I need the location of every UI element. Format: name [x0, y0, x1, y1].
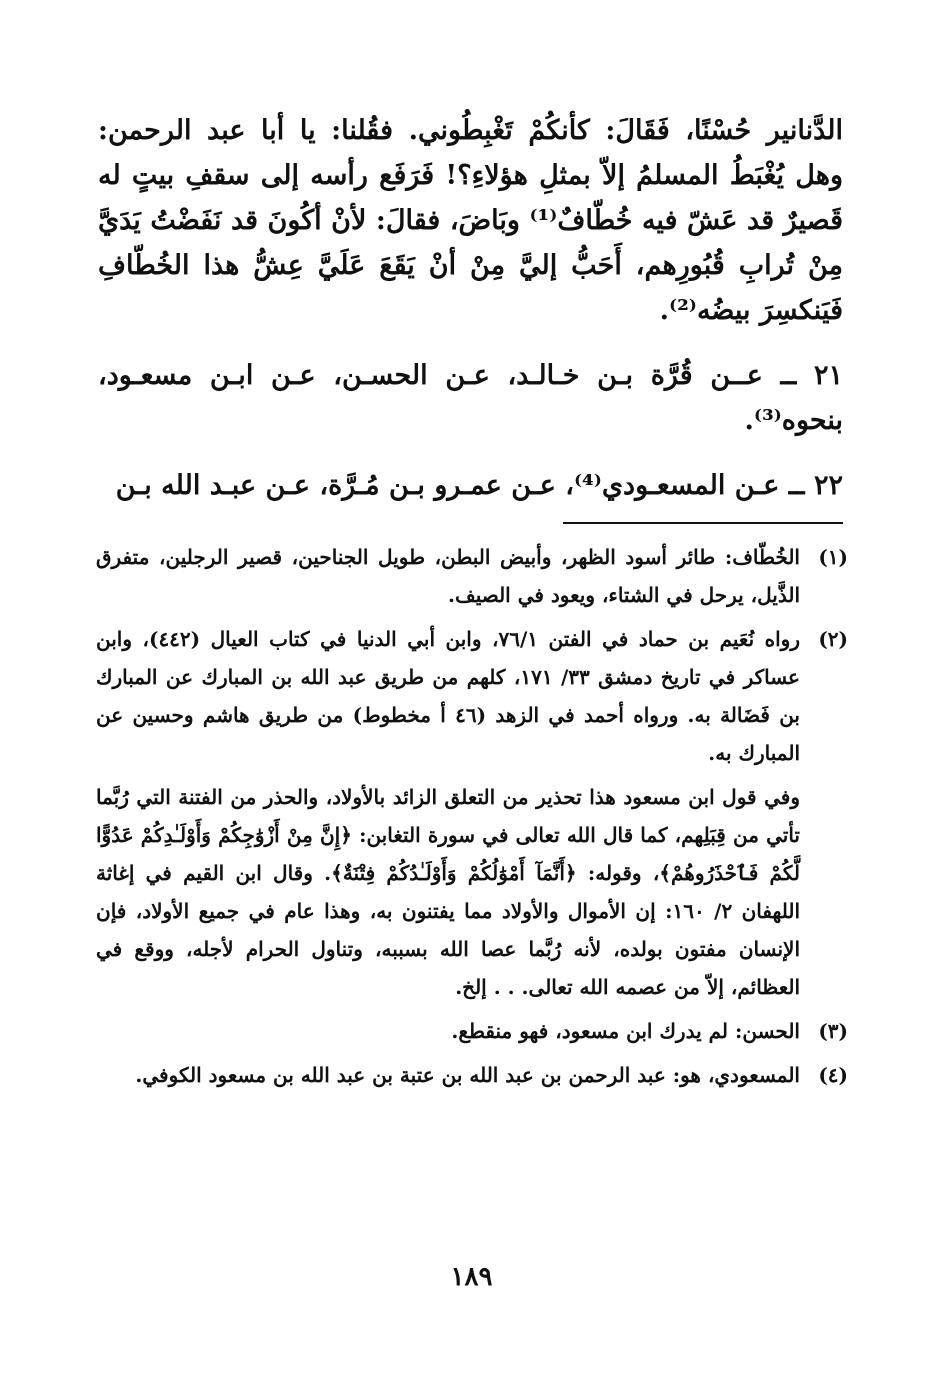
footnote-text: المسعودي، هو: عبد الرحمن بن عبد الله بن عتبة بن عبد الله بن مسعود الكوفي.	[135, 1063, 800, 1087]
footnote-2-continuation: وفي قول ابن مسعود هذا تحذير من التعلق الزائد بالأولاد، والحذر من الفتنة التي رُبَّما تأتي من قِبَلِهم، كما قال الله تعالى في سورة التغابن: ﴿إِنَّ مِنْ أَزْوَٰجِكُمْ وَأَوْلَـٰدِكُمْ عَدُوًّا لَّكُمْ فَٱحْذَرُوهُمْ﴾، وقوله: ﴿أَنَّمَآ أَمْوَٰلُكُمْ وَأَوْلَـٰدُكُمْ فِتْنَةٌ﴾. وقال ابن القيم في إغاثة اللهفان ٢/ ١٦٠: إن الأموال والأولاد مما يفتنون به، وهذا عام في جميع الأولاد، فإن الإنسان مفتون بولده، لأنه رُبَّما عصا الله بسببه، وتناول الحرام لأجله، ووقع في العظائم، إلاّ من عصمه الله تعالى. . . إلخ.	[96, 785, 800, 999]
footnote-3	[96, 1012, 848, 1050]
footnote-text: رواه نُعَيم بن حماد في الفتن ٧٦/١، وابن أبي الدنيا في كتاب العيال (٤٤٢)، وابن عساكر في تاريخ دمشق ٣٣/ ١٧١، كلهم من طريق عبد الله بن المبارك عن المبارك بن فَضَالة به. ورواه أحمد في الزهد (٤٦ أ مخطوط) من طريق هاشم وحسين عن المبارك به.	[96, 627, 800, 765]
footnote-number: (٤)	[818, 1063, 848, 1087]
footnote-4	[96, 1056, 848, 1094]
narration-22: ٢٢ ــ عـن المسعـودي⁽⁴⁾، عـن عمـرو بـن مُـرَّة، عـن عبـد الله بـن	[115, 470, 843, 501]
footnote-number: (٢)	[818, 627, 848, 651]
footnote-text: الحسن: لم يدرك ابن مسعود، فهو منقطع.	[451, 1019, 800, 1043]
narration-21: ٢١ ــ عــن قُرَّة بـن خـالـد، عـن الحسـن، عـن ابـن مسعـود، بنحوه⁽³⁾.	[98, 360, 843, 436]
page-number: ١٨٩	[450, 1262, 493, 1292]
footnote-text: الخُطّاف: طائر أسود الظهر، وأبيض البطن، طويل الجناحين، قصير الرجلين، متفرق الذَّيل، يرحل في الشتاء، ويعود في الصيف.	[96, 545, 800, 607]
footnote-separator	[563, 522, 843, 524]
main-text	[98, 108, 843, 508]
footnote-number: (١)	[818, 545, 848, 569]
footnote-number: (٣)	[818, 1019, 848, 1043]
footnote-2	[96, 620, 848, 772]
main-paragraph-1: الدَّنانير حُسْنًا، فَقَالَ: كأنكُمْ تَغْبِطُوني. فقُلنا: يا أبا عبد الرحمن: وهل يُغْبَطُ المسلمُ إلاّ بمثلِ هؤلاءِ؟! فَرَفَع رأسه إلى سقفِ بيتٍ له قَصيرٌ قد عَشّ فيه خُطّافٌ⁽¹⁾ وبَاضَ، فقالَ: لأنْ أكُونَ قد نَفَضْتُ يَدَيَّ مِنْ تُرابِ قُبُورِهم، أَحَبُّ إليَّ مِنْ أنْ يَقَعَ عَلَيَّ عِشُّ هذا الخُطّافِ فَيَنكسِرَ بيضُه⁽²⁾.	[98, 115, 844, 326]
footnote-1	[96, 538, 848, 614]
footnotes	[96, 538, 848, 1100]
